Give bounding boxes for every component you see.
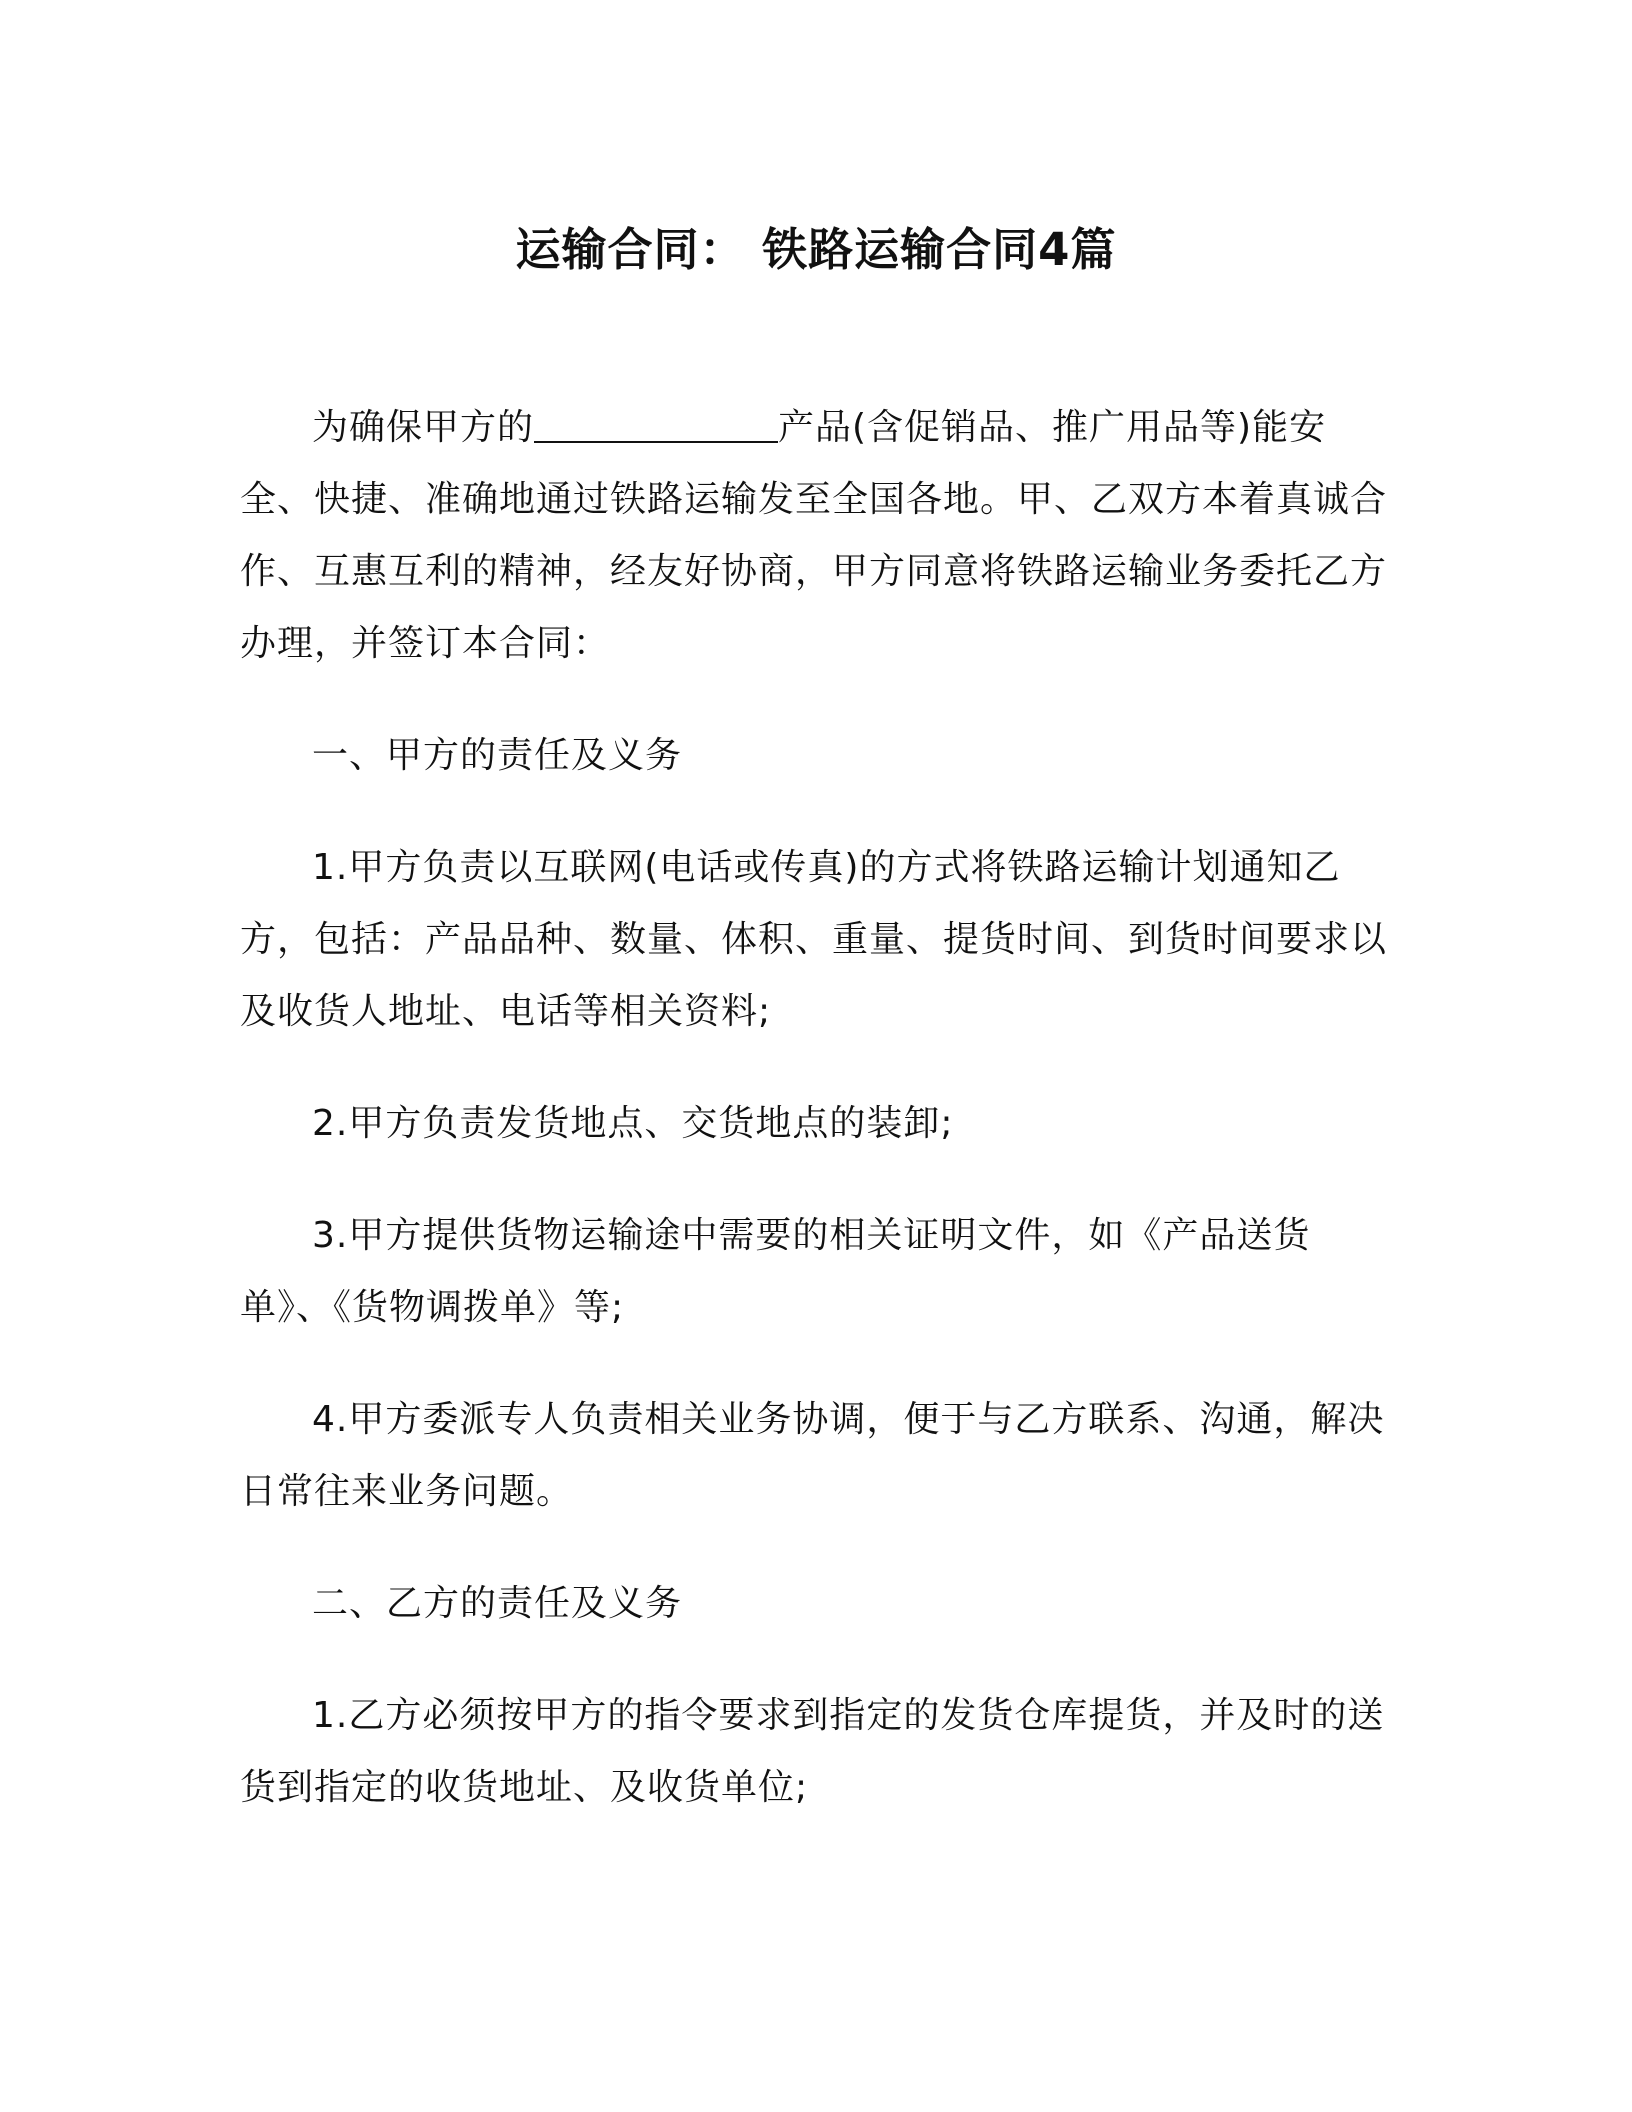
section-2-heading: 二、乙方的责任及义务 [312, 1583, 683, 1624]
document-body [240, 392, 1400, 1824]
section-1-heading: 一、甲方的责任及义务 [312, 735, 683, 776]
section-1-item-4: 4.甲方委派专人负责相关业务协调，便于与乙方联系、沟通，解决日常往来业务问题。 [240, 1399, 1385, 1512]
fill-in-blank [534, 409, 778, 443]
section-2-item-1: 1.乙方必须按甲方的指令要求到指定的发货仓库提货，并及时的送货到指定的收货地址、及收货单位; [240, 1695, 1385, 1808]
document-title: 运输合同： 铁路运输合同4篇 [515, 223, 1117, 276]
intro-text-start: 为确保甲方的 [312, 407, 535, 448]
section-1-item-2: 2.甲方负责发货地点、交货地点的装卸; [312, 1103, 954, 1144]
intro-paragraph [240, 392, 1400, 680]
intro-text-rest: 产品(含促销品、推广用品等)能安全、快捷、准确地通过铁路运输发至全国各地。甲、乙双方本着真诚合作、互惠互利的精神，经友好协商，甲方同意将铁路运输业务委托乙方办理，并签订本合同： [240, 407, 1388, 664]
section-1-item-1: 1.甲方负责以互联网(电话或传真)的方式将铁路运输计划通知乙方，包括：产品品种、数量、体积、重量、提货时间、到货时间要求以及收货人地址、电话等相关资料; [240, 847, 1388, 1032]
section-1-item-3: 3.甲方提供货物运输途中需要的相关证明文件，如《产品送货单》、《货物调拨单》等; [240, 1215, 1311, 1328]
